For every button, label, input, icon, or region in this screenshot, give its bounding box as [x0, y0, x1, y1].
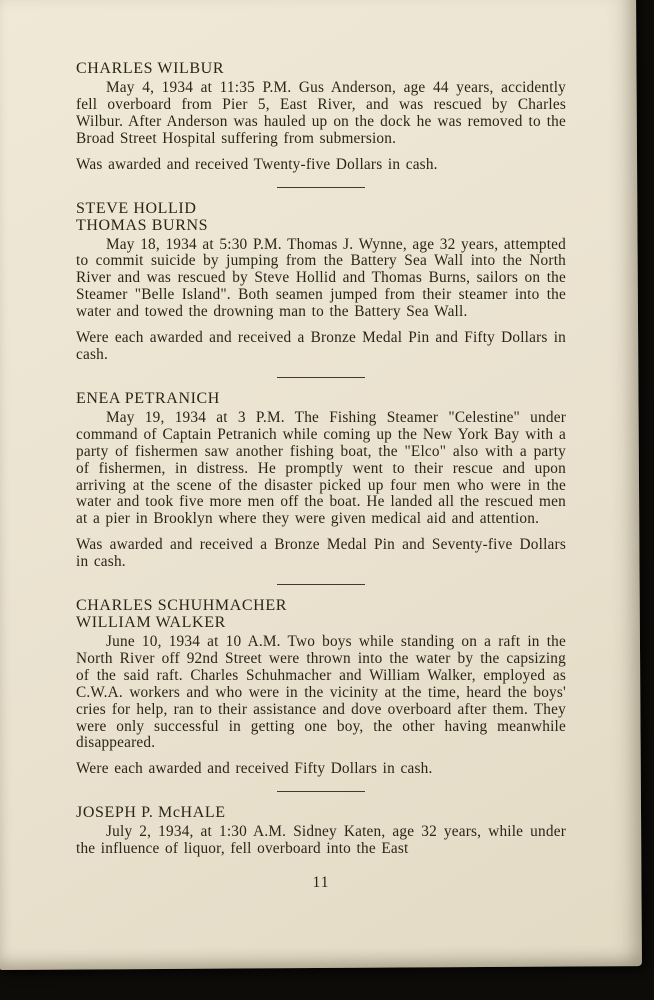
rescuer-name: JOSEPH P. McHALE — [76, 804, 226, 822]
entry-award: Was awarded and received a Bronze Medal Pin and Seventy-five Dollars in cash. — [76, 536, 566, 571]
entry-body: July 2, 1934, at 1:30 A.M. Sidney Katen, age 32 years, while under the influence of liquor, fell overboard into the East — [76, 823, 566, 858]
rescuer-name: CHARLES WILBUR — [76, 60, 225, 77]
section-divider — [277, 187, 365, 188]
entry-heading — [76, 804, 566, 821]
page-number: 11 — [312, 874, 330, 892]
entry-body: June 10, 1934 at 10 A.M. Two boys while standing on a raft in the North River off 92nd Street were thrown into the water by the capsizing of the said raft. Charles Schuhmacher and William Walker, employed as C.W.A. workers and who were in the vicinity at the time, heard the boys' cries for help, ran to their assistance and dove overboard after them. They were only successful in getting one boy, the other having meanwhile disappeared. — [76, 633, 566, 752]
section-divider — [277, 377, 365, 378]
entry-award: Were each awarded and received Fifty Dollars in cash. — [76, 760, 433, 778]
rescue-entry — [76, 804, 566, 858]
rescuer-name: CHARLES SCHUHMACHER — [76, 597, 287, 615]
entry-award: Were each awarded and received a Bronze Medal Pin and Fifty Dollars in cash. — [76, 329, 566, 363]
rescuer-name: WILLIAM WALKER — [76, 614, 226, 632]
page-content — [0, 8, 654, 892]
section-divider — [277, 791, 365, 792]
entry-heading — [76, 390, 566, 407]
rescue-entry — [76, 597, 566, 792]
entry-award: Was awarded and received Twenty-five Dollars in cash. — [76, 155, 438, 173]
rescuer-name: ENEA PETRANICH — [76, 389, 220, 407]
rescuer-name: STEVE HOLLID — [76, 199, 197, 217]
section-divider — [277, 584, 365, 585]
entry-body: May 19, 1934 at 3 P.M. The Fishing Steamer "Celestine" under command of Captain Petranich while coming up the New York Bay with a party of fishermen saw another fishing boat, the "Elco" also with a party of fishermen, in distress. He promptly went to their rescue and upon arriving at the scene of the disaster picked up four men who were in the water and took five more men off the boat. He landed all the rescued men at a pier in Brooklyn where they were given medical aid and attention. — [76, 408, 566, 528]
rescuer-name: THOMAS BURNS — [76, 216, 209, 234]
entry-heading — [76, 597, 566, 631]
entry-heading — [76, 200, 566, 234]
rescue-entry — [76, 390, 566, 585]
rescue-entry — [76, 60, 566, 188]
entry-body: May 4, 1934 at 11:35 P.M. Gus Anderson, age 44 years, accidently fell overboard from Pier 5, East River, and was rescued by Charles Wilbur. After Anderson was hauled up on the dock he was removed to the Broad Street Hospital suffering from submersion. — [76, 79, 566, 147]
entry-heading — [76, 60, 566, 77]
rescue-entry — [76, 200, 566, 378]
entry-body: May 18, 1934 at 5:30 P.M. Thomas J. Wynne, age 32 years, attempted to commit suicide by jumping from the Battery Sea Wall into the North River and was rescued by Steve Hollid and Thomas Burns, sailors on the Steamer "Belle Island". Both seamen jumped from their steamer into the water and towed the drowning man to the Battery Sea Wall. — [76, 235, 566, 321]
